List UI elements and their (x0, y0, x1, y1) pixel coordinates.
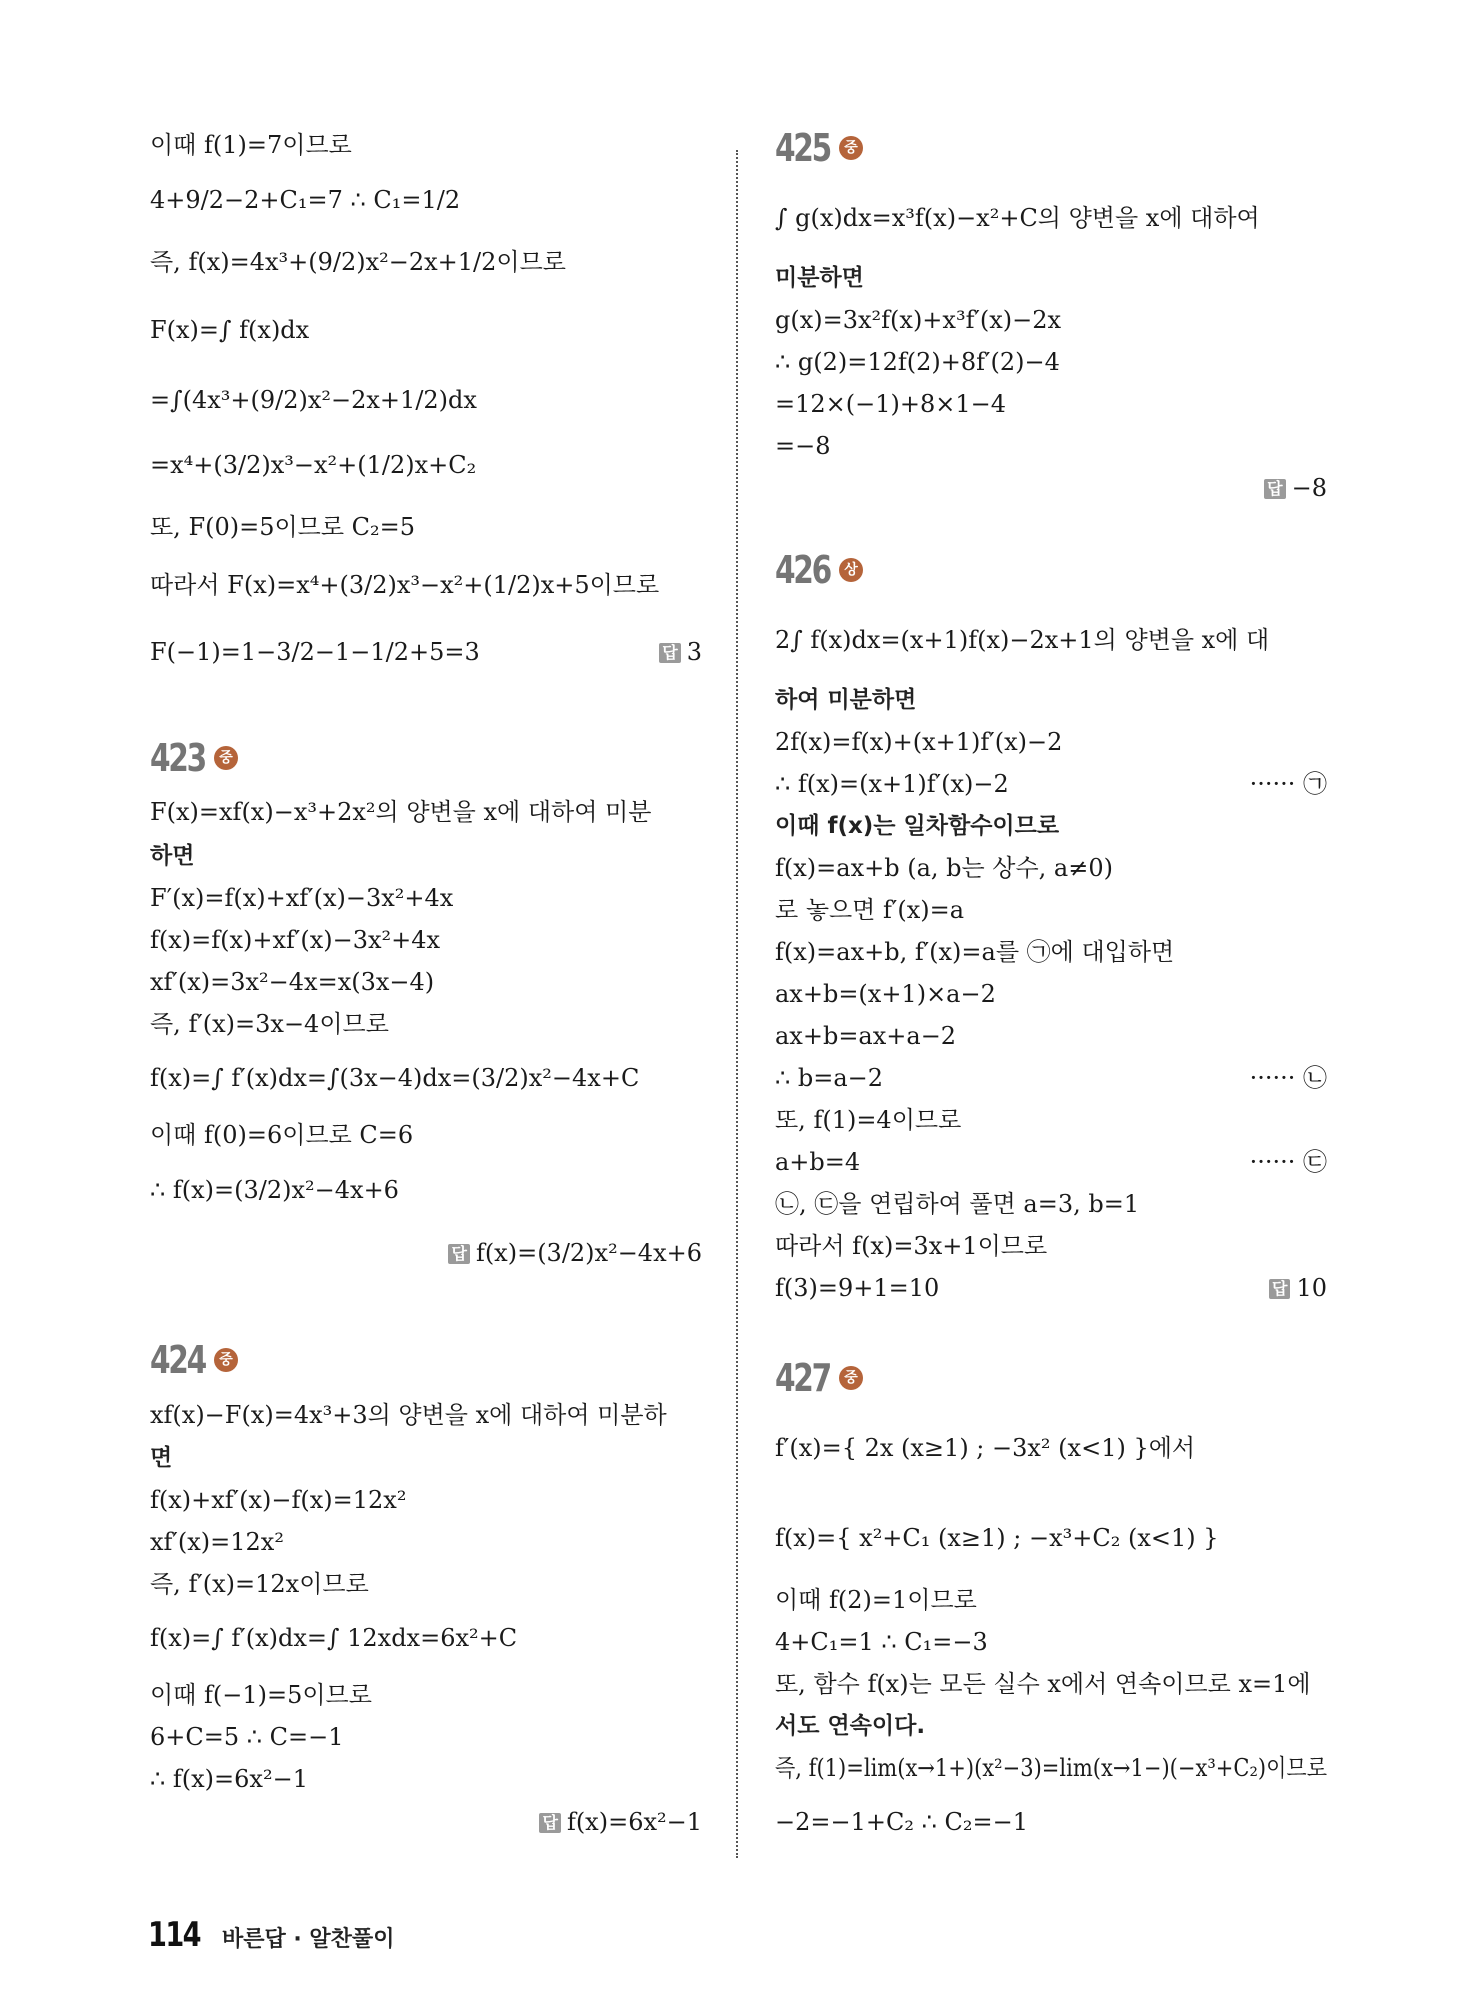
solution-line: 따라서 F(x)=x⁴+(3/2)x³−x²+(1/2)x+5이므로 (150, 571, 660, 599)
solution-line: 또, 함수 f(x)는 모든 실수 x에서 연속이므로 x=1에 (775, 1670, 1311, 1698)
solution-line: f(x)+xf′(x)−f(x)=12x² (150, 1486, 407, 1514)
solution-line: 4+9/2−2+C₁=7 ∴ C₁=1/2 (150, 186, 461, 214)
answer-value: f(x)=(3/2)x²−4x+6 (475, 1239, 702, 1267)
solution-line: 즉, f(1)=lim(x→1+)(x²−3)=lim(x→1−)(−x³+C₂)이므로 (775, 1754, 1328, 1782)
solution-line: 미분하면 (775, 265, 864, 291)
solution-line: 2f(x)=f(x)+(x+1)f′(x)−2 (775, 728, 1063, 756)
problem-header (150, 1338, 238, 1382)
solution-line: a+b=4 (775, 1148, 861, 1176)
difficulty-badge: 중 (839, 1366, 863, 1390)
solution-line: F(x)=xf(x)−x³+2x²의 양변을 x에 대하여 미분 (150, 798, 652, 826)
difficulty-badge: 상 (839, 558, 863, 582)
solution-line: f′(x)={ 2x (x≥1) ; −3x² (x<1) }에서 (775, 1434, 1196, 1462)
solution-line: 4+C₁=1 ∴ C₁=−3 (775, 1628, 988, 1656)
problem-header (150, 736, 238, 780)
difficulty-badge: 중 (214, 1348, 238, 1372)
solution-line: 하여 미분하면 (775, 687, 917, 713)
answer (539, 1806, 702, 1838)
answer (1269, 1272, 1327, 1304)
solution-line: 이때 f(x)는 일차함수이므로 (775, 813, 1060, 839)
answer-badge: 답 (1269, 1279, 1290, 1299)
solution-line: 서도 연속이다. (775, 1713, 926, 1739)
solution-line: xf(x)−F(x)=4x³+3의 양변을 x에 대하여 미분하 (150, 1401, 667, 1429)
solution-line: 즉, f(x)=4x³+(9/2)x²−2x+1/2이므로 (150, 248, 566, 276)
solution-line: f(3)=9+1=10 (775, 1274, 940, 1302)
solution-line: 면 (150, 1445, 173, 1471)
solution-line: ∴ b=a−2 (775, 1064, 884, 1092)
equation-marker: ······ ㉢ (1249, 1148, 1327, 1176)
difficulty-badge: 중 (214, 746, 238, 770)
solution-line: f(x)=ax+b (a, b는 상수, a≠0) (775, 854, 1113, 882)
solution-line: ∴ f(x)=6x²−1 (150, 1765, 308, 1793)
solution-line: 또, f(1)=4이므로 (775, 1106, 962, 1134)
answer-badge: 답 (539, 1813, 560, 1833)
answer-value: 3 (686, 638, 702, 666)
problem-header (775, 126, 863, 170)
problem-header (775, 1356, 863, 1400)
problem-number: 426 (775, 548, 830, 592)
solution-line: f(x)=ax+b, f′(x)=a를 ㉠에 대입하면 (775, 938, 1175, 966)
solution-line: ∴ f(x)=(x+1)f′(x)−2 (775, 770, 1009, 798)
solution-line: ∴ g(2)=12f(2)+8f′(2)−4 (775, 348, 1060, 376)
difficulty-badge: 중 (839, 136, 863, 160)
solution-line: f(x)={ x²+C₁ (x≥1) ; −x³+C₂ (x<1) } (775, 1524, 1219, 1552)
solution-line: ax+b=(x+1)×a−2 (775, 980, 996, 1008)
solution-line: g(x)=3x²f(x)+x³f′(x)−2x (775, 306, 1062, 334)
solution-line: 이때 f(0)=6이므로 C=6 (150, 1121, 414, 1149)
solution-line: f(x)=f(x)+xf′(x)−3x²+4x (150, 926, 441, 954)
solution-line: xf′(x)=3x²−4x=x(3x−4) (150, 968, 435, 996)
solution-line: −2=−1+C₂ ∴ C₂=−1 (775, 1808, 1028, 1836)
solution-line: ax+b=ax+a−2 (775, 1022, 957, 1050)
solution-line: 2∫ f(x)dx=(x+1)f(x)−2x+1의 양변을 x에 대 (775, 626, 1270, 654)
answer-badge: 답 (1264, 479, 1285, 499)
solution-line: f(x)=∫ f′(x)dx=∫(3x−4)dx=(3/2)x²−4x+C (150, 1064, 640, 1092)
solution-line: 로 놓으면 f′(x)=a (775, 896, 965, 924)
solution-line: =x⁴+(3/2)x³−x²+(1/2)x+C₂ (150, 451, 477, 479)
solution-line: ㉡, ㉢을 연립하여 풀면 a=3, b=1 (775, 1190, 1140, 1218)
solution-line: =12×(−1)+8×1−4 (775, 390, 1006, 418)
solution-line: 하면 (150, 843, 195, 869)
answer-value: −8 (1291, 474, 1327, 502)
solution-line: 따라서 f(x)=3x+1이므로 (775, 1232, 1048, 1260)
solution-line: F(x)=∫ f(x)dx (150, 316, 310, 344)
answer-value: f(x)=6x²−1 (566, 1808, 702, 1836)
answer-value: 10 (1296, 1274, 1327, 1302)
solution-line: f(x)=∫ f′(x)dx=∫ 12xdx=6x²+C (150, 1624, 518, 1652)
solution-line: ∴ f(x)=(3/2)x²−4x+6 (150, 1176, 399, 1204)
answer-badge: 답 (448, 1244, 469, 1264)
solution-line: 6+C=5 ∴ C=−1 (150, 1723, 344, 1751)
problem-header (775, 548, 863, 592)
solution-line: 즉, f′(x)=3x−4이므로 (150, 1010, 389, 1038)
page-number: 114 (148, 1915, 200, 1955)
problem-number: 424 (150, 1338, 205, 1382)
book-title: 바른답 · 알찬풀이 (222, 1927, 395, 1952)
solution-line: =−8 (775, 432, 831, 460)
solution-line: xf′(x)=12x² (150, 1528, 284, 1556)
solution-line: 또, F(0)=5이므로 C₂=5 (150, 513, 416, 541)
answer (448, 1237, 702, 1269)
equation-marker: ······ ㉠ (1249, 770, 1327, 798)
solution-line: ∫ g(x)dx=x³f(x)−x²+C의 양변을 x에 대하여 (775, 204, 1260, 232)
solution-line: 이때 f(−1)=5이므로 (150, 1681, 372, 1709)
solution-line: 이때 f(2)=1이므로 (775, 1586, 977, 1614)
problem-number: 425 (775, 126, 830, 170)
problem-number: 427 (775, 1356, 830, 1400)
column-divider (736, 150, 738, 1858)
solution-line: 즉, f′(x)=12x이므로 (150, 1570, 369, 1598)
solution-line: F(−1)=1−3/2−1−1/2+5=3 (150, 638, 480, 666)
problem-number: 423 (150, 736, 205, 780)
answer-badge: 답 (659, 643, 680, 663)
solution-line: =∫(4x³+(9/2)x²−2x+1/2)dx (150, 386, 477, 414)
answer (1264, 472, 1327, 504)
solution-line: F′(x)=f(x)+xf′(x)−3x²+4x (150, 884, 454, 912)
equation-marker: ······ ㉡ (1249, 1064, 1327, 1092)
answer (659, 636, 702, 668)
solution-line: 이때 f(1)=7이므로 (150, 131, 352, 159)
